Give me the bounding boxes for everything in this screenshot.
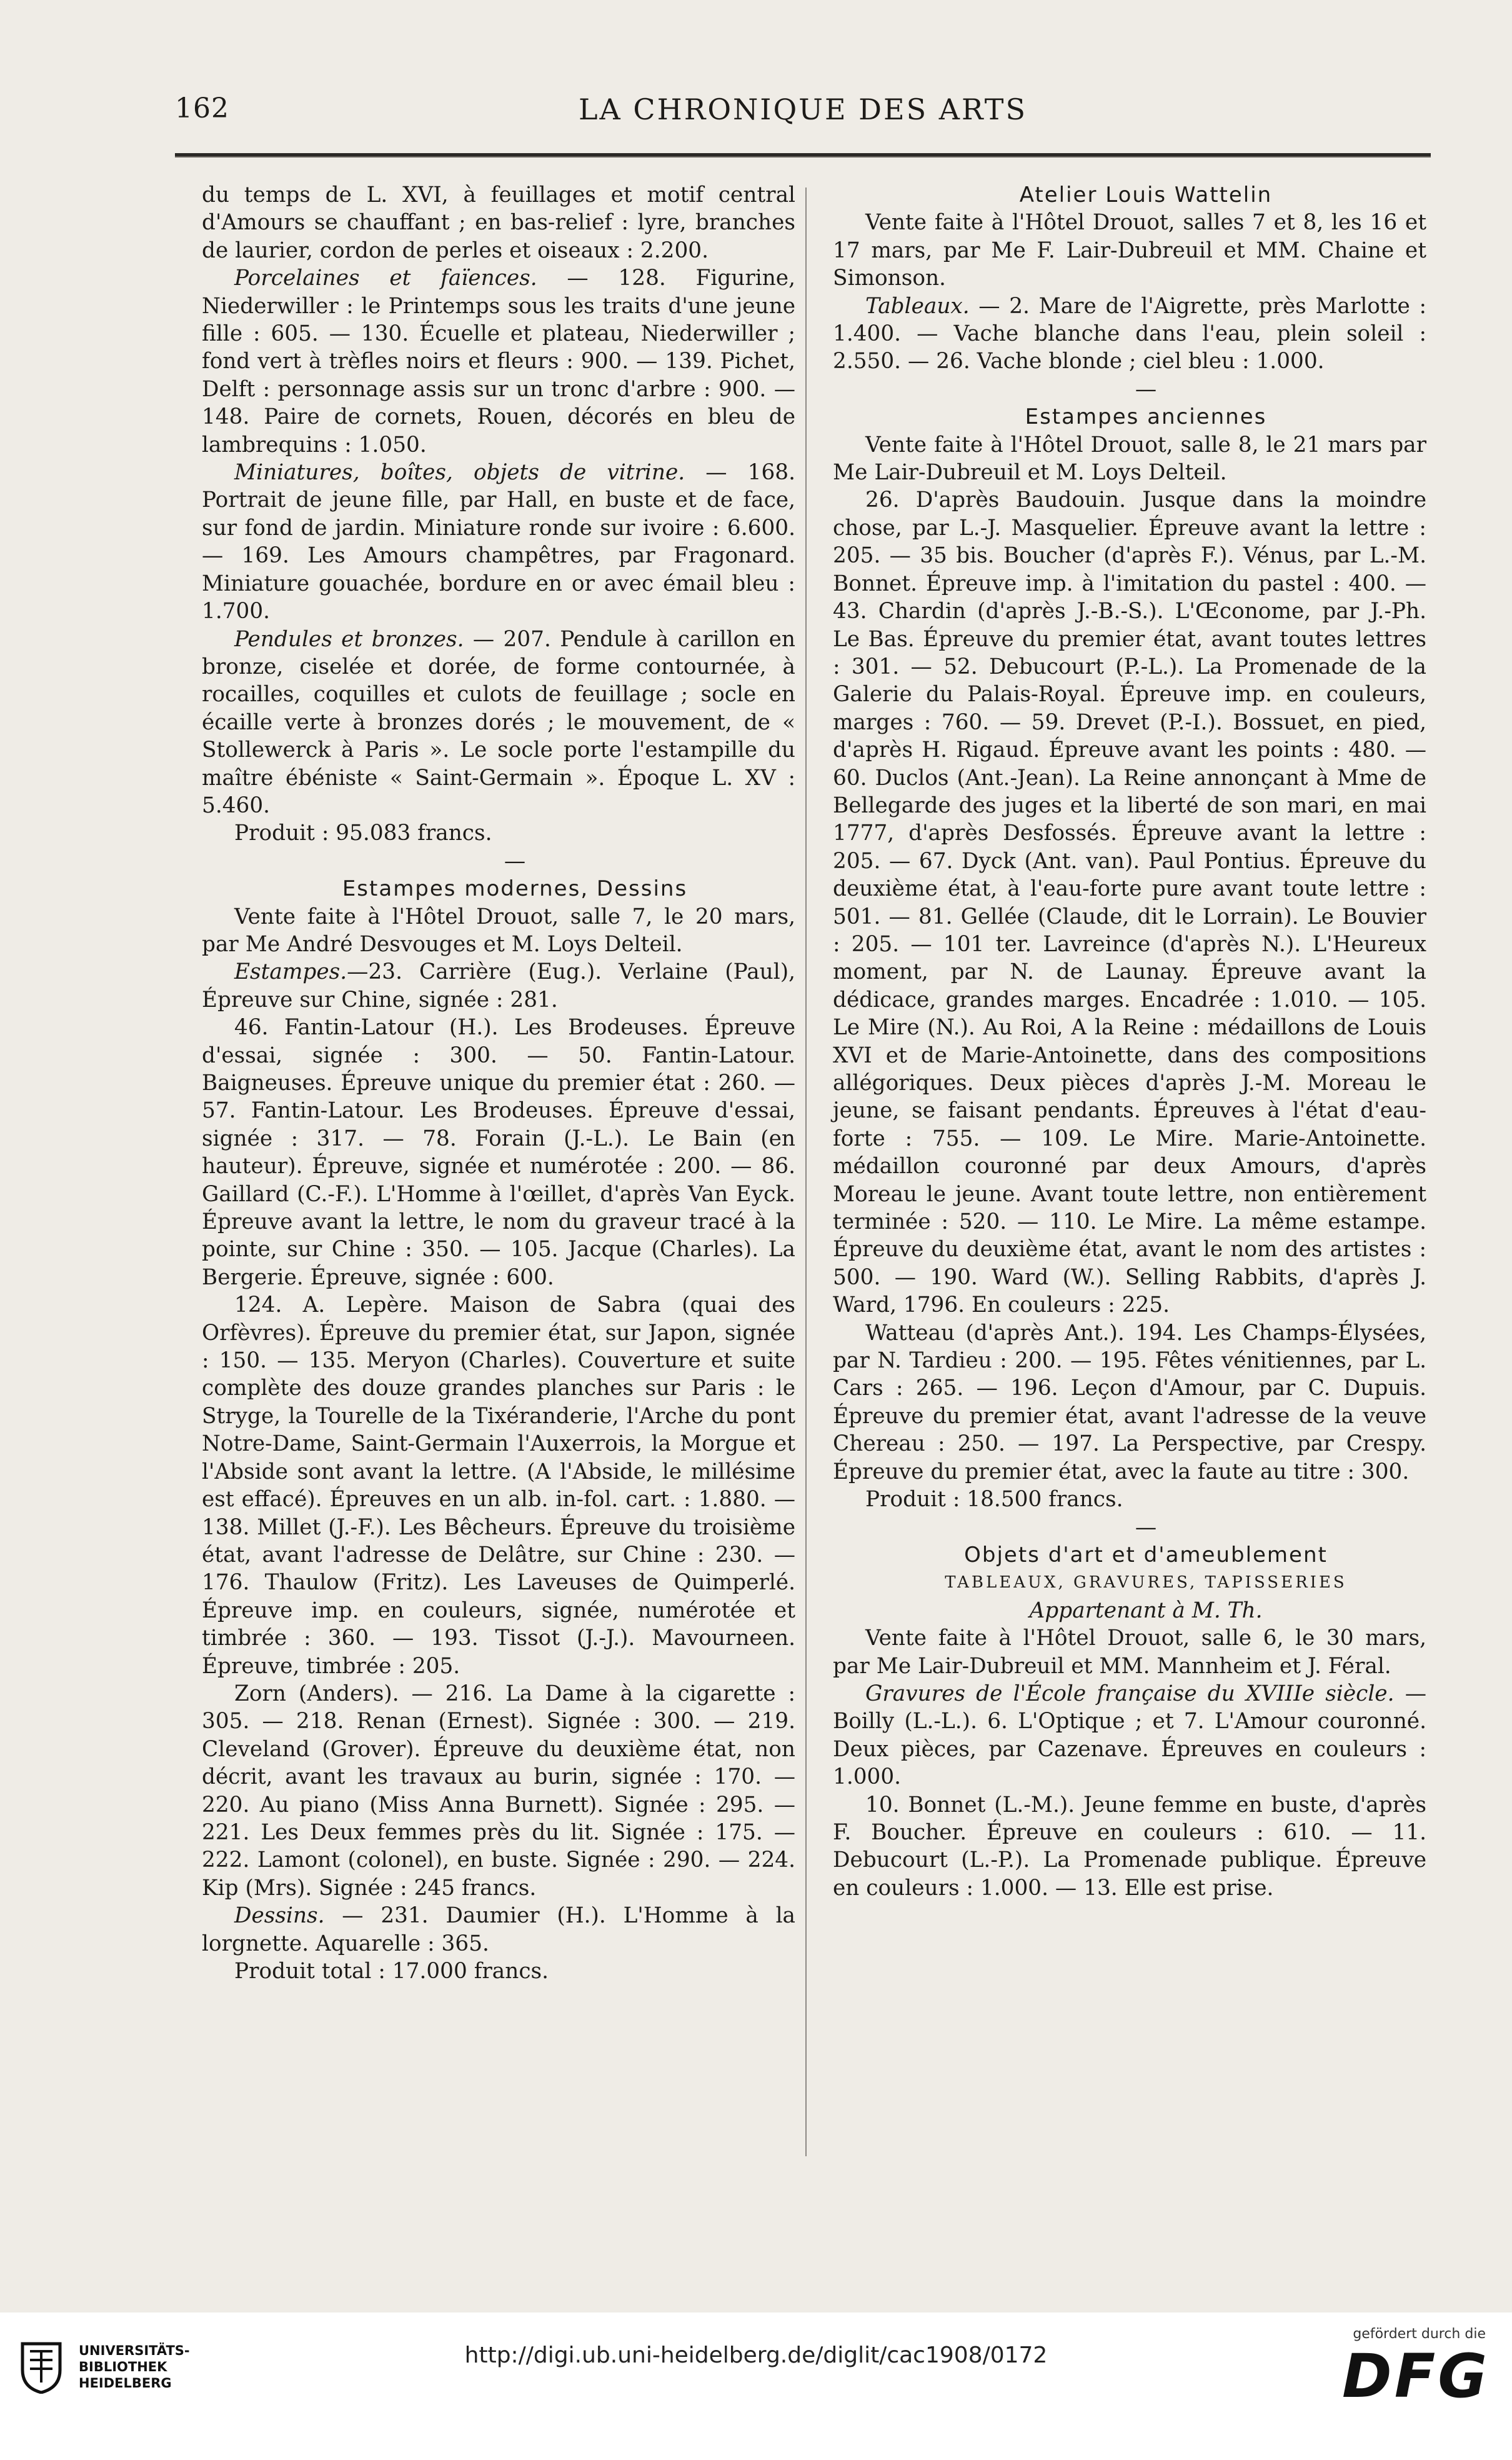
- library-name-line: BIBLIOTHEK: [79, 2359, 167, 2374]
- total-line: Produit : 18.500 francs.: [865, 1487, 1123, 1512]
- section-label: Gravures de l'École française du XVIIIe siècle.: [865, 1681, 1395, 1706]
- paragraph: [833, 1680, 1426, 1791]
- sponsor-note: gefördert durch die: [1353, 2326, 1486, 2342]
- paragraph: 124. A. Lepère. Maison de Sabra (quai des Orfèvres). Épreuve du premier état, sur Japon, signée : 150. — 135. Meryon (Charles). Couverture et suite complète des douze grandes planches sur Paris : le Stryge, la Tourelle de la Tixéranderie, l'Arche du pont Notre-Dame, Saint-Germain l'Auxerrois, la Morgue et l'Abside sont avant la lettre. (A l'Abside, le millésime est effacé). Épreuves en un alb. in-fol. cart. : 1.880. — 138. Millet (J.-F.). Les Bêcheurs. Épreuve du troisième état, avant l'adresse de Delâtre, sur Chine : 230. —176. Thaulow (Fritz). Les Laveuses de Quimperlé. Épreuve imp. en couleurs, signée, numérotée et timbrée : 360. — 193. Tissot (J.-J.). Mavourneen. Épreuve, timbrée : 205.: [202, 1292, 795, 1679]
- section-label: Dessins.: [234, 1903, 325, 1929]
- column-divider: [805, 188, 807, 2156]
- library-name-line: HEIDELBERG: [79, 2376, 172, 2391]
- paragraph: [202, 459, 795, 625]
- paragraph-text: — 207. Pendule à carillon en bronze, ciselée et dorée, de forme contournée, à rocailles, coquilles et culots de feuillage ; socle en écaille verte à bronzes dorés ; le mouvement, de « Stollewerck à Paris ». Le socle porte l'estampille du maître ébéniste « Saint-Germain ». Époque L. XV : 5.460.: [202, 626, 795, 818]
- right-column: [833, 181, 1426, 1902]
- paragraph: Vente faite à l'Hôtel Drouot, salle 8, le 21 mars par Me Lair-Dubreuil et M. Loys Delteil.: [833, 432, 1426, 486]
- paragraph-text: — 128. Figurine, Niederwiller : le Printemps sous les traits d'une jeune fille : 605. — 130. Écuelle et plateau, Niederwiller ; fond vert à trèfles noirs et fleurs : 900. — 139. Pichet, Delft : personnage assis sur un tronc d'arbre : 900. — 148. Paire de cornets, Rouen, décorés en bleu de lambrequins : 1.050.: [202, 266, 796, 458]
- running-header: [175, 92, 1431, 142]
- paragraph-text: — 168. Portrait de jeune fille, par Hall, en buste et de face, sur fond de jardin. Miniature ronde sur ivoire : 6.600. — 169. Les Amours champêtres, par Fragonard. Miniature gouachée, bordure en or avec émail bleu : 1.700.: [202, 460, 795, 624]
- paragraph: [202, 264, 795, 459]
- paragraph: [202, 1902, 795, 1958]
- section-label: Tableaux.: [865, 293, 970, 319]
- section-label: Porcelaines et faïences.: [234, 266, 537, 291]
- library-name-line: UNIVERSITÄTS-: [79, 2343, 190, 2358]
- paragraph: 26. D'après Baudouin. Jusque dans la moindre chose, par L.-J. Masquelier. Épreuve avant la lettre : 205. — 35 bis. Boucher (d'après F.). Vénus, par L.-M. Bonnet. Épreuve imp. à l'imitation du pastel : 400. — 43. Chardin (d'après J.-B.-S.). L'Œconome, par J.-Ph. Le Bas. Épreuve du premier état, avant toutes lettres : 301. — 52. Debucourt (P.-L.). La Promenade de la Galerie du Palais-Royal. Épreuve imp. en couleurs, marges : 760. — 59. Drevet (P.-I.). Bossuet, en pied, d'après H. Rigaud. Épreuve avant les points : 480. — 60. Duclos (Ant.-Jean). La Reine annonçant à Mme de Bellegarde des juges et la liberté de son mari, en mai 1777, d'après Desfossés. Épreuve avant la lettre : 205. — 67. Dyck (Ant. van). Paul Pontius. Épreuve du deuxième état, à l'eau-forte pure avant toute lettre : 501. — 81. Gellée (Claude, dit le Lorrain). Le Bouvier : 205. — 101 ter. Lavreince (d'après N.). L'Heureux moment, par N. de Launay. Épreuve avant la dédicace, grandes marges. Encadrée : 1.010. — 105. Le Mire (N.). Au Roi, A la Reine : médaillons de Louis XVI et de Marie-Antoinette, dans des compositions allégoriques. Deux pièces d'après J.-M. Moreau le jeune, se faisant pendants. Épreuves à l'état d'eau-forte : 755. — 109. Le Mire. Marie-Antoinette. médaillon couronné par deux Amours, d'après Moreau le jeune. Avant toute lettre, non entièrement terminée : 520. — 110. Le Mire. La même estampe. Épreuve du deuxième état, avant le nom des artistes : 500. — 190. Ward (W.). Selling Rabbits, d'après J. Ward, 1796. En couleurs : 225.: [833, 488, 1426, 1318]
- paragraph: Watteau (d'après Ant.). 194. Les Champs-Élysées, par N. Tardieu : 200. — 195. Fêtes vénitiennes, par L. Cars : 265. — 196. Leçon d'Amour, par C. Dupuis. Épreuve du premier état, avant l'adresse de la veuve Chereau : 250. — 197. La Perspective, par Crespy. Épreuve du premier état, avec la faute au titre : 300.: [833, 1320, 1426, 1484]
- section-heading: Atelier Louis Wattelin: [1019, 182, 1273, 208]
- paragraph: [202, 958, 795, 1014]
- dfg-logo: DFG: [1342, 2341, 1490, 2411]
- paragraph: [202, 626, 795, 820]
- paragraph: Zorn (Anders). — 216. La Dame à la cigarette : 305. — 218. Renan (Ernest). Signée : 300. — 219. Cleveland (Grover). Épreuve du deuxième état, non décrit, avant les travaux au burin, signée : 170. — 220. Au piano (Miss Anna Burnett). Signée : 295. — 221. Les Deux femmes près du lit. Signée : 175. — 222. Lamont (colonel), en buste. Signée : 290. — 224. Kip (Mrs). Signée : 245 francs.: [202, 1681, 795, 1901]
- provenance-line: Appartenant à M. Th.: [1029, 1598, 1263, 1623]
- paragraph: Vente faite à l'Hôtel Drouot, salle 6, le 30 mars, par Me Lair-Dubreuil et MM. Mannheim et J. Féral.: [833, 1626, 1426, 1679]
- journal-title: LA CHRONIQUE DES ARTS: [579, 92, 1027, 126]
- section-heading: Estampes anciennes: [1025, 404, 1267, 430]
- sponsor-logo[interactable]: [1342, 2326, 1490, 2439]
- separator-dash: —: [1135, 1514, 1157, 1540]
- paragraph: [833, 292, 1426, 376]
- paragraph-text: —23. Carrière (Eug.). Verlaine (Paul), Épreuve sur Chine, signée : 281.: [202, 959, 795, 1012]
- paragraph: Vente faite à l'Hôtel Drouot, salle 7, le 20 mars, par Me André Desvouges et M. Loys Delteil.: [202, 904, 795, 957]
- section-label: Miniatures, boîtes, objets de vitrine.: [234, 460, 685, 486]
- digitization-footer: [0, 2312, 1512, 2460]
- total-line: Produit total : 17.000 francs.: [234, 1959, 549, 1984]
- permalink[interactable]: http://digi.ub.uni-heidelberg.de/diglit/cac1908/0172: [464, 2342, 1048, 2368]
- section-label: Estampes.: [234, 959, 347, 985]
- section-label: Pendules et bronzes.: [234, 626, 464, 652]
- separator-dash: —: [504, 848, 526, 874]
- header-rule: [175, 153, 1431, 158]
- paragraph-text: — Boilly (L.-L.). 6. L'Optique ; et 7. L'Amour couronné. Deux pièces, par Cazenave. Épreuves en couleurs : 1.000.: [833, 1681, 1427, 1790]
- section-heading: Estampes modernes, Dessins: [342, 876, 688, 902]
- paragraph: du temps de L. XVI, à feuillages et motif central d'Amours se chauffant ; en bas-relief : lyre, branches de laurier, cordon de perles et oiseaux : 2.200.: [202, 182, 795, 263]
- section-heading: Objets d'art et d'ameublement: [964, 1542, 1328, 1568]
- paragraph: 10. Bonnet (L.-M.). Jeune femme en buste, d'après F. Boucher. Épreuve en couleurs : 610. — 11. Debucourt (L.-P.). La Promenade publique. Épreuve en couleurs : 1.000. — 13. Elle est prise.: [833, 1792, 1426, 1901]
- paragraph: 46. Fantin-Latour (H.). Les Brodeuses. Épreuve d'essai, signée : 300. — 50. Fantin-Latour. Baigneuses. Épreuve unique du premier état : 260. — 57. Fantin-Latour. Les Brodeuses. Épreuve d'essai, signée : 317. — 78. Forain (J.-L.). Le Bain (en hauteur). Épreuve, signée et numérotée : 200. — 86. Gaillard (C.-F.). L'Homme à l'œillet, d'après Van Eyck. Épreuve avant la lettre, le nom du graveur tracé à la pointe, sur Chine : 350. — 105. Jacque (Charles). La Bergerie. Épreuve, signée : 600.: [202, 1015, 795, 1290]
- separator-dash: —: [1135, 376, 1157, 402]
- paragraph-text: — 231. Daumier (H.). L'Homme à la lorgnette. Aquarelle : 365.: [202, 1903, 795, 1956]
- paragraph: Vente faite à l'Hôtel Drouot, salles 7 et 8, les 16 et 17 mars, par Me F. Lair-Dubreuil et MM. Chaine et Simonson.: [833, 210, 1426, 291]
- paragraph-text: — 2. Mare de l'Aigrette, près Marlotte : 1.400. — Vache blanche dans l'eau, plein soleil : 2.550. — 26. Vache blonde ; ciel bleu : 1.000.: [833, 293, 1426, 374]
- page-number: 162: [175, 92, 229, 124]
- section-subheading: TABLEAUX, GRAVURES, TAPISSERIES: [945, 1573, 1347, 1592]
- left-column: [202, 181, 795, 1985]
- total-line: Produit : 95.083 francs.: [234, 821, 492, 846]
